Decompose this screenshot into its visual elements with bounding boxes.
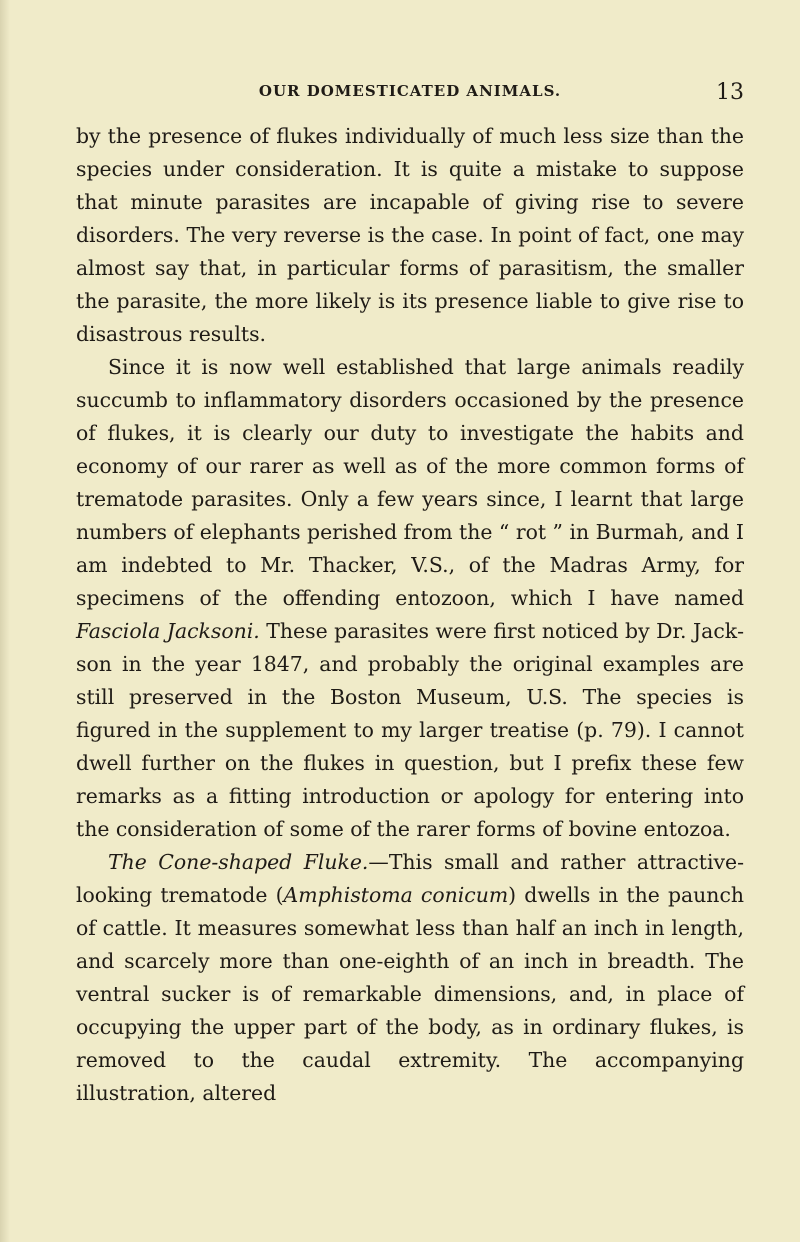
- species-name-amphistoma: Amphistoma conicum: [283, 883, 509, 907]
- paragraph-1: [76, 120, 744, 351]
- running-head: [76, 80, 744, 120]
- section-heading-cone-shaped-fluke: The Cone-shaped Fluke.: [108, 850, 369, 874]
- book-page: [76, 80, 744, 1110]
- paragraph-3: [76, 846, 744, 1110]
- paragraph-2-text-end: These parasites were first noticed by Dr. Jackson in the year 1847, and probably the original examples are still preserved in the Boston Museum, U.S. The species is figured in the supplement to my larger treatise (p. 79). I cannot dwell further on the flukes in question, but I prefix these few remarks as a fitting introduction or apology for entering into the consideration of some of the rarer forms of bovine entozoa.: [76, 619, 744, 841]
- paragraph-2-text-start: Since it is now well established that large animals readily succumb to inflammatory disorders occasioned by the presence of flukes, it is clearly our duty to investigate the habits and economy of our rarer as well as of the more common forms of trematode parasites. Only a few years since, I learnt that large numbers of elephants perished from the “ rot ” in Burmah, and I am indebted to Mr. Thacker, V.S., of the Madras Army, for specimens of the offending entozoon, which I have named: [76, 355, 744, 610]
- paragraph-3-text-end: ) dwells in the paunch of cattle. It measures somewhat less than half an inch in length, and scarcely more than one-eighth of an inch in breadth. The ventral sucker is of remarkable dimensions, and, in place of occupying the upper part of the body, as in ordinary flukes, is removed to the caudal extremity. The accompanying illustration, altered: [76, 883, 744, 1105]
- page-edge-shadow: [0, 0, 10, 1242]
- running-title: OUR DOMESTICATED ANIMALS.: [258, 82, 562, 100]
- body-text: [76, 120, 744, 1110]
- page-number: 13: [716, 80, 744, 105]
- paragraph-1-text: by the presence of flukes individually of much less size than the species under consideration. It is quite a mistake to suppose that minute parasites are incapable of giving rise to severe disorders. The very reverse is the case. In point of fact, one may almost say that, in particular forms of parasitism, the smaller the parasite, the more likely is its presence liable to give rise to disastrous results.: [76, 124, 744, 346]
- species-name-fasciola: Fasciola Jacksoni.: [76, 619, 260, 643]
- paragraph-3-text-start: —This small and rather attractive-looking trematode (: [76, 850, 744, 907]
- paragraph-2: [76, 351, 744, 846]
